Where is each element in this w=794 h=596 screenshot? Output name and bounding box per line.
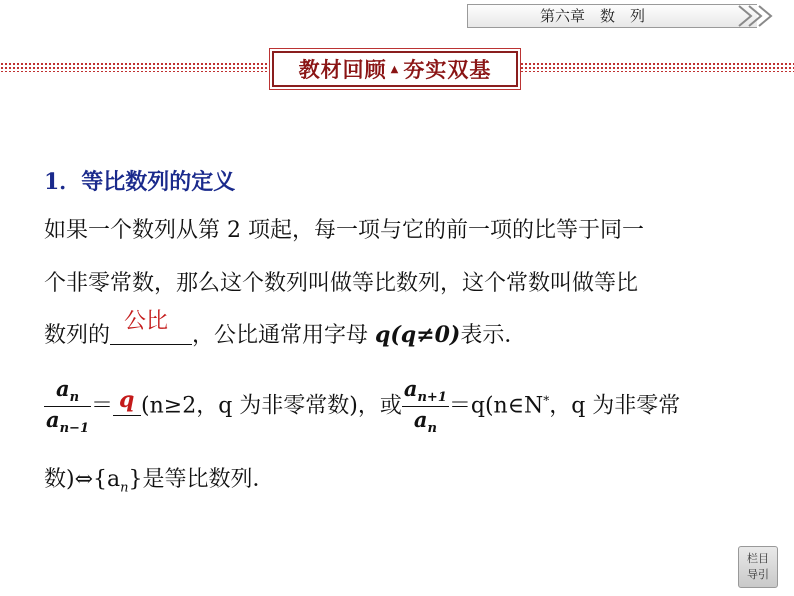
definition-line-1: 如果一个数列从第 2 项起，每一项与它的前一项的比等于同一 — [44, 218, 644, 243]
triangle-separator-icon: ▲ — [390, 63, 400, 75]
definition-line-2: 个非零常数，那么这个数列叫做等比数列，这个常数叫做等比 — [44, 271, 639, 296]
frac1-numerator: a — [55, 376, 70, 401]
fill-blank — [110, 309, 192, 345]
definition-heading: 1．等比数列的定义 — [44, 169, 236, 195]
condition-2: ＝q(n∈N — [448, 393, 544, 419]
frac1-denominator: a — [46, 407, 60, 433]
dotted-divider-left — [0, 62, 268, 72]
formula-blank — [113, 386, 141, 416]
frac2-denominator-sub: n — [427, 421, 437, 437]
nav-label-line2: 导引 — [747, 568, 769, 581]
section-banner — [272, 51, 518, 87]
definition-line-3 — [44, 309, 527, 349]
nav-label-line1: 栏目 — [747, 552, 769, 565]
chapter-tab[interactable] — [467, 4, 757, 28]
dotted-divider-right — [520, 62, 794, 72]
fraction-an1-over-an — [402, 376, 449, 437]
formula-blank-answer: q — [119, 386, 135, 413]
frac1-denominator-sub: n−1 — [59, 421, 89, 437]
frac2-numerator: a — [403, 376, 418, 401]
line3-prefix: 数列的 — [44, 323, 111, 348]
line3-middle: ，公比通常用字母 — [192, 323, 376, 348]
section-title-right: 夯实双基 — [403, 58, 492, 82]
frac1-numerator-sub: n — [69, 390, 80, 406]
conclusion-suffix: }是等比数列． — [128, 467, 275, 492]
condition-2-end: ，q 为非零常 — [549, 393, 681, 419]
frac2-numerator-sub: n+1 — [417, 390, 447, 406]
frac2-denominator: a — [413, 407, 428, 433]
blank-answer: 公比 — [124, 309, 169, 334]
section-title-left: 教材回顾 — [298, 58, 387, 82]
chevron-right-icon — [735, 2, 793, 30]
chapter-label: 第六章 数 列 — [539, 7, 645, 25]
formula-line — [44, 376, 680, 437]
fraction-an-over-an-1 — [44, 376, 91, 437]
equals-sign: ＝ — [91, 393, 114, 419]
line3-suffix: 表示． — [460, 323, 527, 348]
condition-1: (n≥2，q 为非零常数)，或 — [141, 393, 402, 419]
conclusion-line — [44, 462, 275, 495]
ratio-symbol: q(q≠0) — [375, 322, 461, 348]
conclusion-prefix: 数)⇔{a — [44, 467, 121, 492]
conclusion-sub: n — [120, 480, 129, 496]
condition-2-sup: * — [543, 393, 550, 408]
section-nav-button[interactable] — [738, 546, 778, 588]
